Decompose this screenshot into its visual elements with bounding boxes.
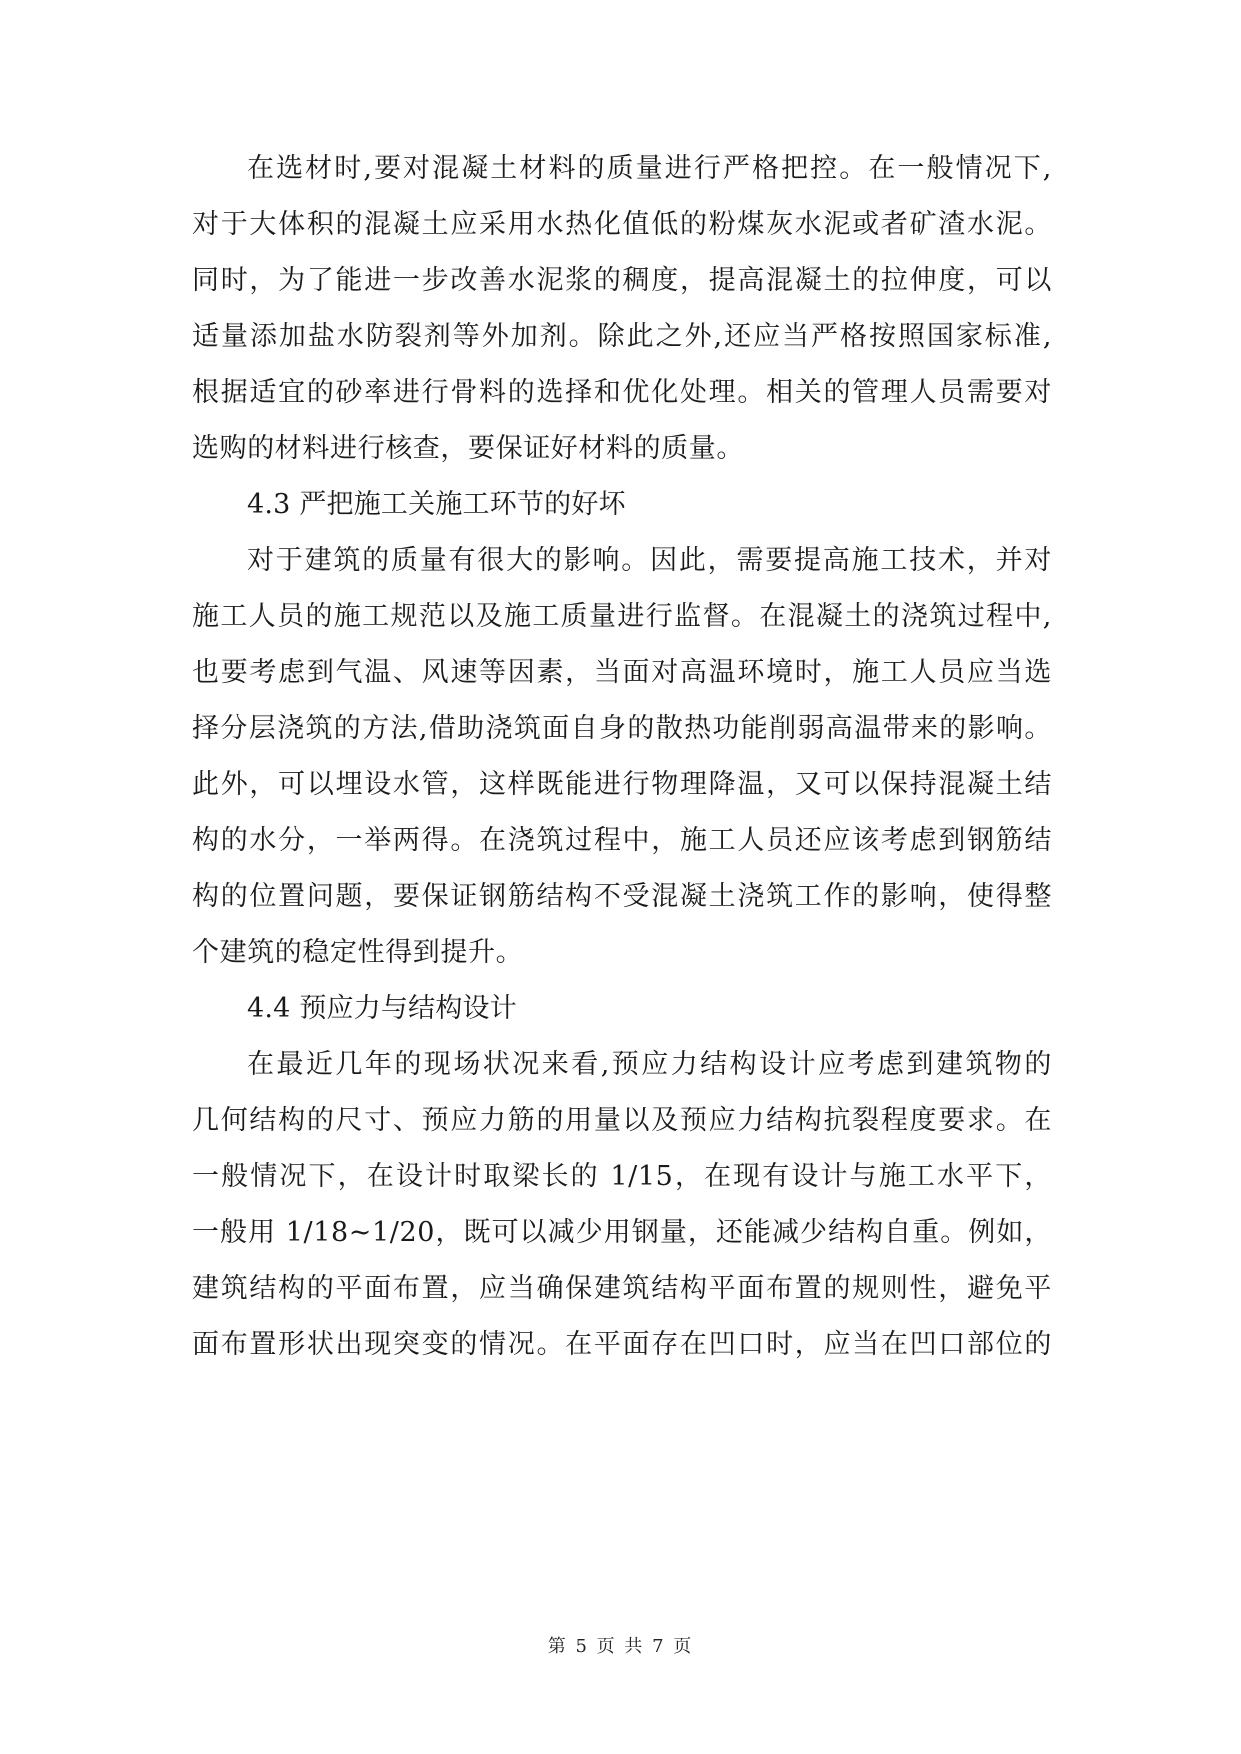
paragraph-line: 构的位置问题，要保证钢筋结构不受混凝土浇筑工作的影响，使得整 [192, 881, 1052, 912]
page-number-footer: 第 5 页 共 7 页 [547, 1636, 694, 1657]
paragraph-line: 一般用 1/18~1/20，既可以减少用钢量，还能减少结构自重。例如， [192, 1217, 1052, 1248]
paragraph-line: 也要考虑到气温、风速等因素，当面对高温环境时，施工人员应当选 [192, 657, 1052, 688]
paragraph-line: 根据适宜的砂率进行骨料的选择和优化处理。相关的管理人员需要对 [192, 377, 1052, 408]
paragraph-line: 此外，可以埋设水管，这样既能进行物理降温，又可以保持混凝土结 [192, 769, 1052, 800]
paragraph-line: 对于大体积的混凝土应采用水热化值低的粉煤灰水泥或者矿渣水泥。 [192, 209, 1052, 240]
paragraph-line: 施工人员的施工规范以及施工质量进行监督。在混凝土的浇筑过程中, [192, 601, 1052, 632]
paragraph-line: 在最近几年的现场状况来看,预应力结构设计应考虑到建筑物的 [247, 1049, 1052, 1080]
paragraph-line: 在选材时,要对混凝土材料的质量进行严格把控。在一般情况下, [247, 153, 1052, 184]
paragraph-line: 建筑结构的平面布置，应当确保建筑结构平面布置的规则性，避免平 [192, 1273, 1052, 1304]
paragraph-line: 对于建筑的质量有很大的影响。因此，需要提高施工技术，并对 [247, 545, 1052, 576]
paragraph-line: 择分层浇筑的方法,借助浇筑面自身的散热功能削弱高温带来的影响。 [192, 713, 1052, 744]
section-heading-4-3: 4.3 严把施工关施工环节的好坏 [247, 489, 626, 520]
section-heading-4-4: 4.4 预应力与结构设计 [247, 993, 517, 1024]
paragraph-line: 个建筑的稳定性得到提升。 [192, 937, 524, 968]
paragraph-line: 同时，为了能进一步改善水泥浆的稠度，提高混凝土的拉伸度，可以 [192, 265, 1052, 296]
paragraph-line: 适量添加盐水防裂剂等外加剂。除此之外,还应当严格按照国家标准, [192, 321, 1052, 352]
paragraph-line: 一般情况下，在设计时取梁长的 1/15，在现有设计与施工水平下， [192, 1161, 1052, 1192]
paragraph-line: 构的水分，一举两得。在浇筑过程中，施工人员还应该考虑到钢筋结 [192, 825, 1052, 856]
paragraph-line: 几何结构的尺寸、预应力筋的用量以及预应力结构抗裂程度要求。在 [192, 1105, 1052, 1136]
paragraph-line: 选购的材料进行核查，要保证好材料的质量。 [192, 433, 744, 464]
paragraph-line: 面布置形状出现突变的情况。在平面存在凹口时，应当在凹口部位的 [192, 1329, 1052, 1360]
